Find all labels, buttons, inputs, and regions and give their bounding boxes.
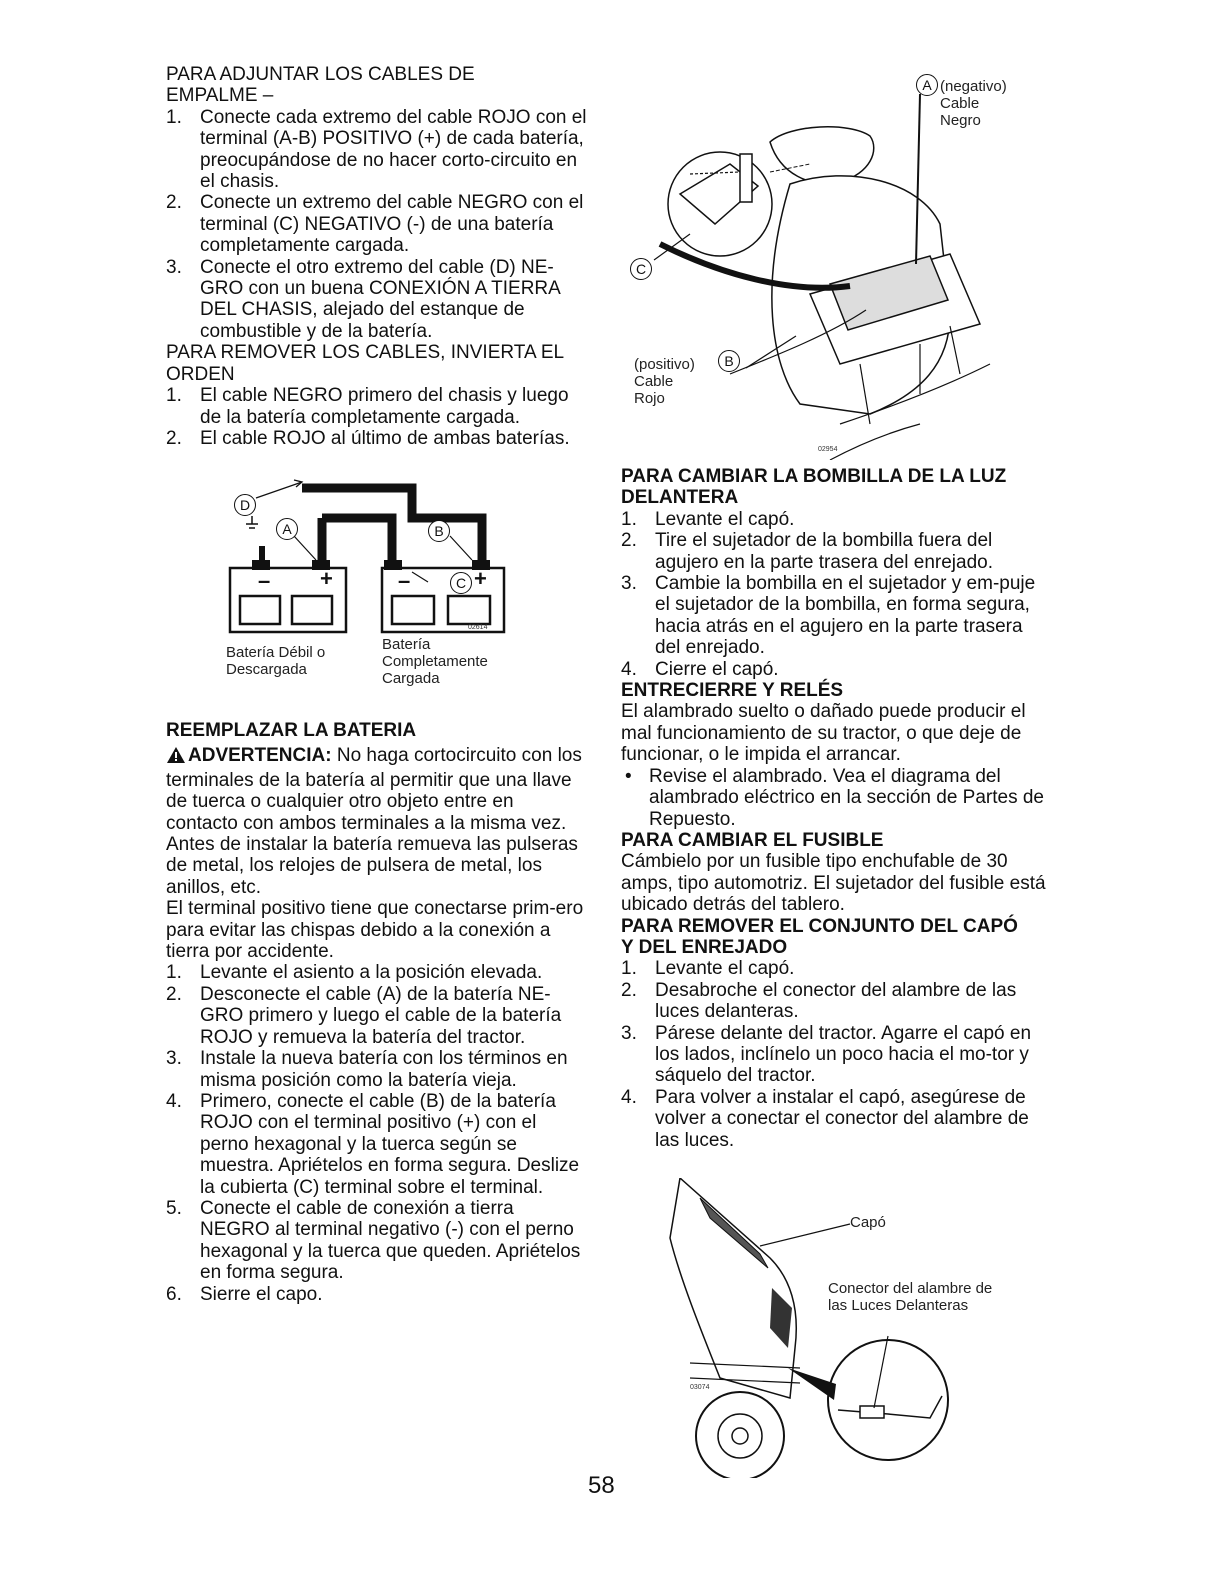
fuse-title: PARA CAMBIAR EL FUSIBLE (621, 829, 884, 851)
replace-steps-list (166, 962, 586, 1305)
full-minus-sign: – (398, 568, 411, 593)
full-plus-sign: + (474, 566, 487, 591)
list-item: 3. Conecte el otro extremo del cable (D) NE-GRO con un buena CONEXIÓN A TIERRA DEL CHASIS, alejado del estanque de combustible y de la batería. (166, 256, 560, 342)
bulb-title-cont: DELANTERA (621, 487, 739, 509)
hood-label: Capó (850, 1214, 886, 1231)
list-item: 4. Cierre el capó. (621, 658, 779, 680)
wiring-text: El alambrado suelto o dañado puede producir el mal funcionamiento de su tractor, o que deje de funcionar, o le impida el arrancar. (621, 701, 1026, 766)
battery-jump-diagram (222, 476, 522, 696)
warning-text: No haga cortocircuito con los terminales de la batería al permitir que una llave de tuerca o cualquier otro objeto entre en contacto con ambos terminales a la misma vez. Antes de instalar la batería remueva las pulseras de metal, los relojes de pulsera de metal, los anillos, etc. (166, 745, 582, 898)
list-item: 5. Conecte el cable de conexión a tierra NEGRO al terminal negativo (-) con el perno hexagonal y la tuerca que queden. Apriételos en forma segura. (166, 1197, 581, 1284)
battery-figure-code: 02614 (468, 624, 488, 631)
tractor-figure-code: 02954 (818, 446, 838, 453)
callout-b: B (718, 350, 740, 372)
weak-plus-sign: + (320, 566, 333, 591)
warning-word: ADVERTENCIA: (188, 745, 332, 767)
list-item: 2. Conecte un extremo del cable NEGRO con el terminal (C) NEGATIVO (-) de una batería completamente cargada. (166, 192, 584, 257)
wiring-title: ENTRECIERRE Y RELÉS (621, 680, 844, 702)
jump-cables-title-cont: EMPALME – (166, 85, 274, 107)
list-item: 1. Levante el capó. (621, 958, 795, 980)
headlight-connector-label: Conector del alambre de las Luces Delanteras (828, 1280, 993, 1314)
left-column (166, 64, 594, 449)
full-battery-label: Batería Completamente Cargada (382, 636, 488, 687)
list-item: 1. Conecte cada extremo del cable ROJO con el terminal (A-B) POSITIVO (+) de cada batería, preocupándose de no hacer corto-circuito en el chasis. (166, 106, 587, 193)
list-item: 2. El cable ROJO al último de ambas baterías. (166, 427, 570, 449)
list-item: 1. Levante el asiento a la posición elevada. (166, 962, 543, 984)
list-item: 1. El cable NEGRO primero del chasis y luego de la batería completamente cargada. (166, 385, 569, 428)
positive-cable-label: (positivo) Cable Rojo (634, 356, 695, 407)
callout-a: A (916, 74, 938, 96)
remove-cables-title-cont: ORDEN (166, 363, 235, 385)
list-item: 2. Tire el sujetador de la bombilla fuera del agujero en la parte trasera del enrejado. (621, 530, 994, 573)
hood-connector-illustration (660, 1178, 1040, 1478)
replace-battery-title: REEMPLAZAR LA BATERIA (166, 720, 417, 741)
weak-battery-label: Batería Débil o Descargada (226, 644, 326, 678)
callout-d: D (234, 494, 256, 516)
hood-title-cont: Y DEL ENREJADO (621, 936, 788, 958)
list-item: 3. Instale la nueva batería con los términos en misma posición como la batería vieja. (166, 1048, 568, 1091)
warning-triangle-icon (166, 746, 186, 769)
weak-minus-sign: – (258, 568, 271, 593)
remove-steps-list (166, 385, 594, 449)
list-item: 2. Desconecte el cable (A) de la batería NE-GRO primero y luego el cable de la batería ROJO y remueva la batería del tractor. (166, 983, 562, 1048)
list-item: 4. Primero, conecte el cable (B) de la batería ROJO con el terminal positivo (+) con el perno hexagonal y la tuerca según se muestra. Apriételos en forma segura. Deslize la cubierta (C) terminal sobre el terminal. (166, 1090, 580, 1198)
page-number: 58 (588, 1472, 615, 1499)
list-item: 3. Cambie la bombilla en el sujetador y em-puje el sujetador de la bombilla, en forma segura, hacia atrás en el agujero en la parte trasera del enrejado. (621, 573, 1036, 659)
hood-figure-code: 03074 (690, 1384, 710, 1391)
callout-c: C (450, 572, 472, 594)
callout-a: A (276, 518, 298, 540)
wiring-bullets (621, 766, 1051, 830)
fuse-text: Cámbielo por un fusible tipo enchufable de 30 amps, tipo automotriz. El sujetador del fusible está ubicado detrás del tablero. (621, 851, 1046, 916)
list-item: 4. Para volver a instalar el capó, asegúrese de volver a conectar el conector del alambre de las luces. (621, 1086, 1029, 1151)
list-item: 3. Párese delante del tractor. Agarre el capó en los lados, inclínelo un poco hacia el mo-tor y sáquelo del tractor. (621, 1022, 1032, 1087)
remove-cables-title: PARA REMOVER LOS CABLES, INVIERTA EL (166, 342, 565, 364)
bullet-icon: • (625, 765, 632, 787)
positive-terminal-note: El terminal positivo tiene que conectarse prim-ero para evitar las chispas debido a la conexión a tierra por accidente. (166, 898, 584, 963)
callout-b: B (428, 520, 450, 542)
callout-c: C (630, 258, 652, 280)
list-item: 1. Levante el capó. (621, 508, 795, 530)
bulb-title: PARA CAMBIAR LA BOMBILLA DE LA LUZ (621, 466, 1007, 487)
tractor-battery-illustration (620, 64, 1040, 460)
hood-title: PARA REMOVER EL CONJUNTO DEL CAPÓ (621, 915, 1018, 937)
list-item: 2. Desabroche el conector del alambre de las luces delanteras. (621, 979, 1017, 1023)
jump-cables-title: PARA ADJUNTAR LOS CABLES DE (166, 64, 475, 85)
jump-steps-list (166, 107, 594, 342)
list-item: 6. Sierre el capo. (166, 1283, 323, 1305)
battery-diagram-drawing (222, 476, 522, 641)
warning-paragraph (166, 745, 586, 898)
negative-cable-label: (negativo) Cable Negro (940, 78, 1007, 129)
list-item: • Revise el alambrado. Vea el diagrama del alambrado eléctrico en la sección de Partes de Repuesto. (625, 765, 1045, 830)
bulb-steps-list (621, 509, 1051, 680)
right-column (621, 466, 1051, 1151)
replace-battery-section (166, 720, 586, 1305)
hood-steps-list (621, 958, 1051, 1151)
